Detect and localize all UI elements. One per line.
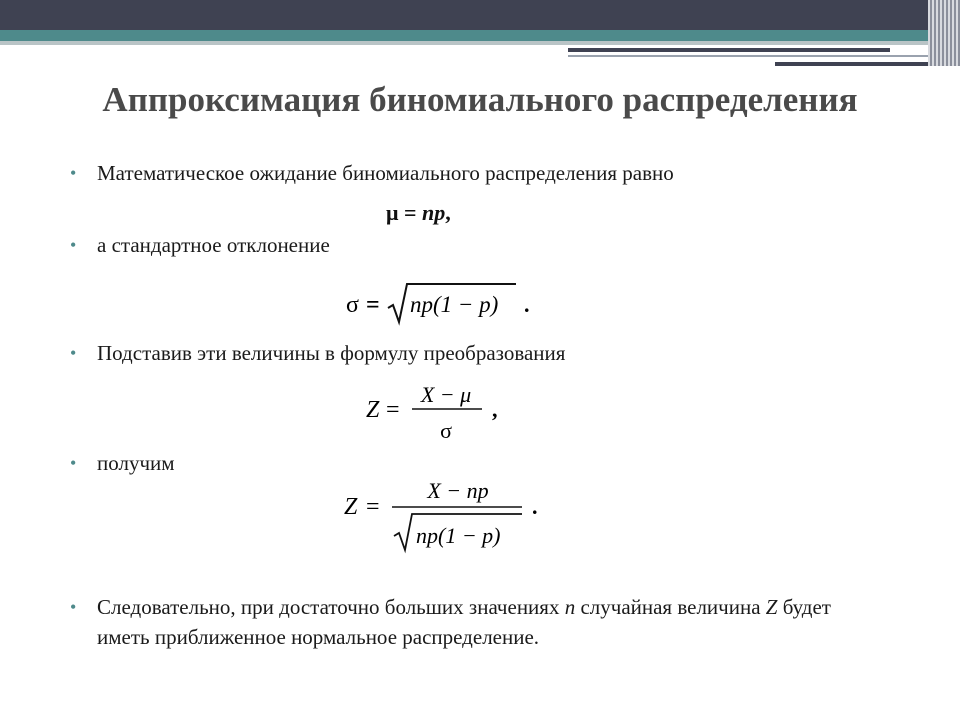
header-stripes (928, 0, 960, 66)
formula-den: σ (440, 418, 452, 443)
formula-eq: = (366, 494, 380, 520)
formula-eq: = (366, 292, 380, 318)
formula-lhs: Z (366, 397, 380, 423)
formula-mu: μ (386, 200, 399, 225)
formula-den: np(1 − p) (416, 523, 501, 548)
bullet-icon: • (70, 343, 77, 363)
text-segment: будет иметь приближенное нормальное распределение. (97, 595, 831, 649)
formula-z (364, 380, 514, 444)
formula-mean (386, 200, 451, 226)
bullet-text: Математическое ожидание биномиального распределения равно (97, 161, 674, 185)
formula-lhs: Z (344, 494, 358, 520)
bullet-item (70, 592, 890, 656)
bullet-item (70, 230, 890, 260)
header-bar-light (0, 41, 960, 45)
formula-lhs: σ (346, 292, 359, 318)
formula-sd (344, 278, 544, 326)
formula-z-binomial (342, 474, 562, 554)
header-rule (775, 62, 944, 66)
formula-inner: np(1 − p) (410, 292, 499, 317)
variable-n: n (564, 595, 576, 619)
formula-trail: . (532, 494, 538, 519)
header-rule (568, 48, 890, 52)
bullet-text: получим (97, 451, 175, 475)
header-bar-dark (0, 0, 960, 30)
variable-z: Z (765, 595, 778, 619)
bullet-icon: • (70, 163, 77, 183)
bullet-item (70, 338, 890, 368)
bullet-icon: • (70, 453, 77, 473)
bullet-text (97, 592, 887, 652)
formula-trail: . (524, 292, 530, 317)
header-rule (568, 55, 944, 57)
slide-title: Аппроксимация биномиального распределения (102, 80, 858, 119)
bullet-icon: • (70, 597, 77, 617)
bullet-text: а стандартное отклонение (97, 233, 330, 257)
text-segment: случайная величина (575, 595, 766, 619)
formula-trail: , (445, 200, 451, 225)
formula-eq: = (386, 397, 400, 423)
formula-trail: , (492, 397, 498, 422)
formula-eq: = (398, 200, 423, 225)
header-bar-teal (0, 30, 960, 41)
formula-num: X − np (427, 478, 489, 503)
text-segment: Следовательно, при достаточно больших значениях (97, 595, 565, 619)
bullet-item (70, 158, 890, 188)
bullet-icon: • (70, 235, 77, 255)
formula-num: X − μ (420, 382, 472, 407)
formula-rhs: np (422, 200, 446, 225)
bullet-text: Подставив эти величины в формулу преобразования (97, 341, 566, 365)
